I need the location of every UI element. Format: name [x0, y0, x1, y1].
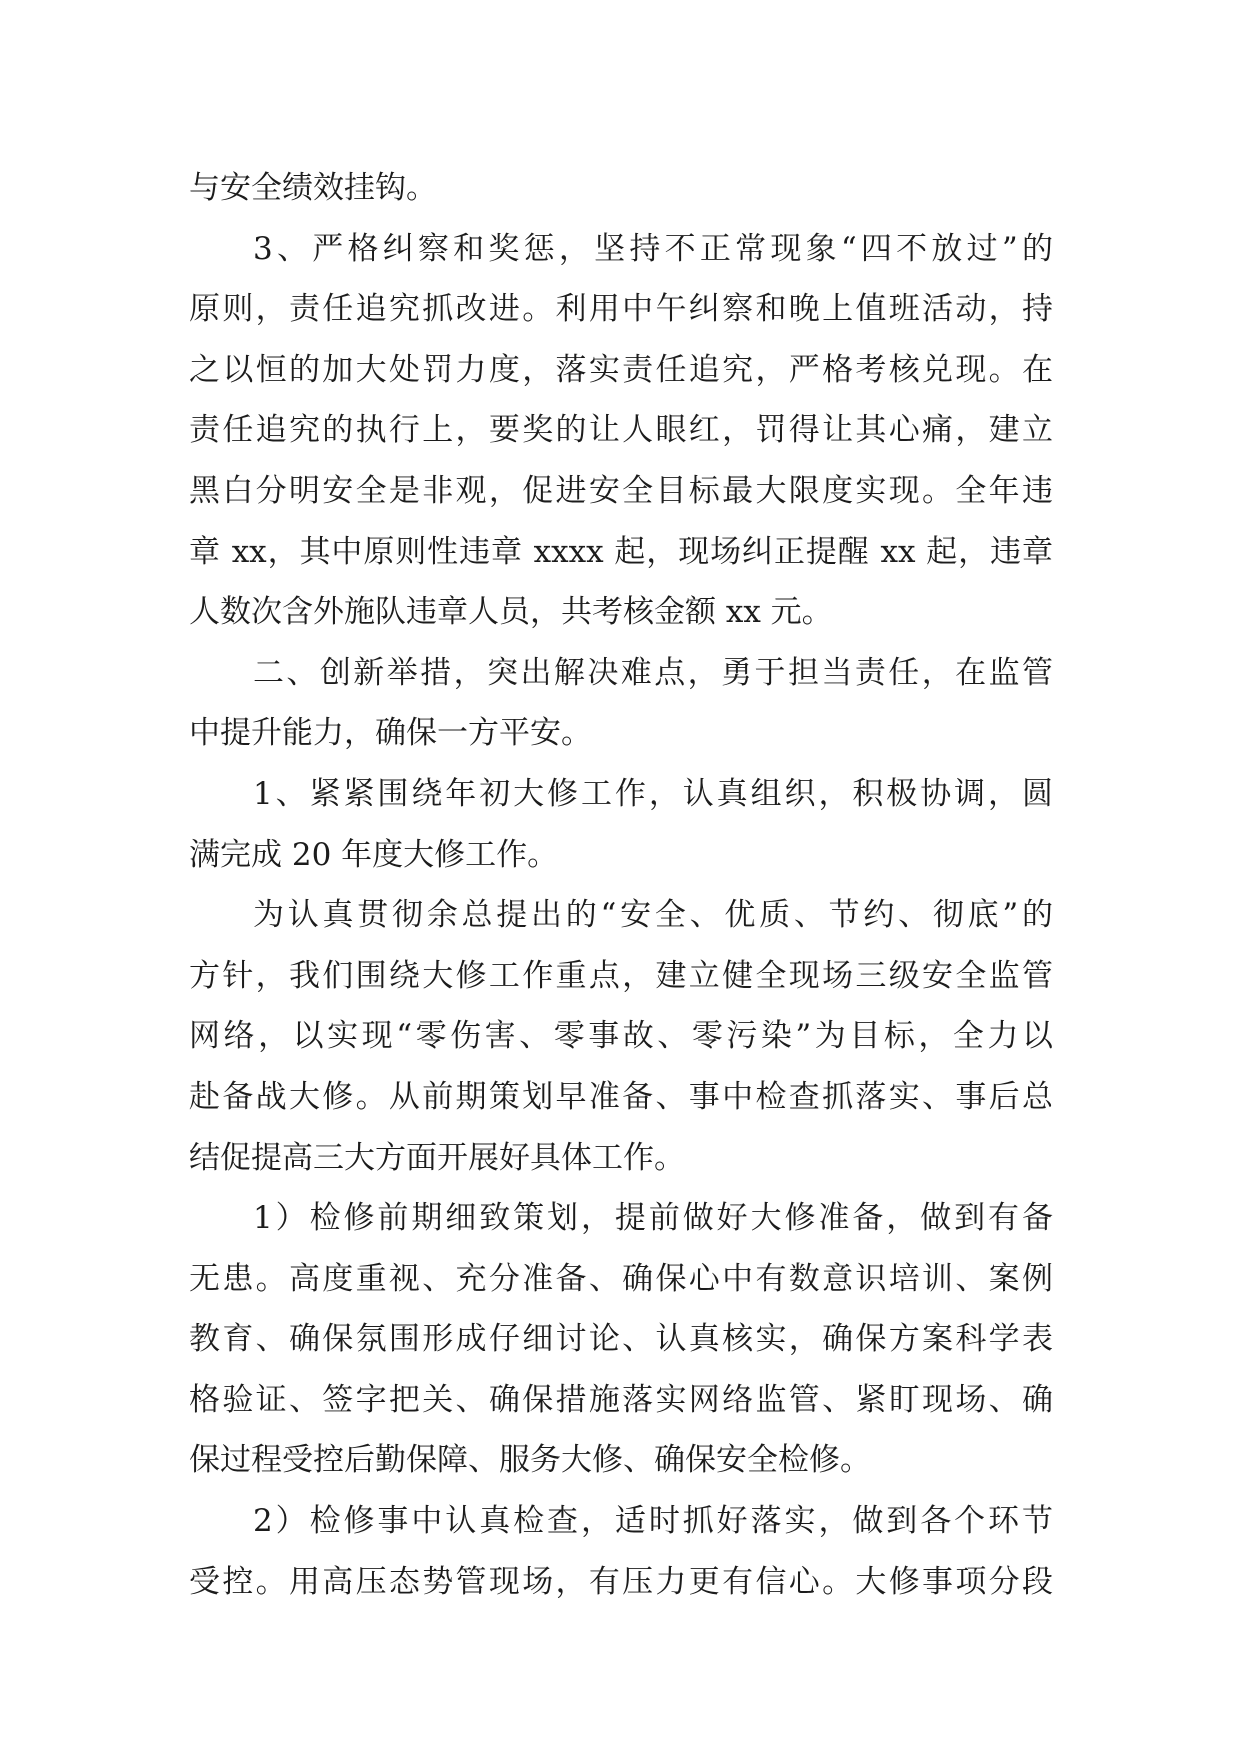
text-line: 方针，我们围绕大修工作重点，建立健全现场三级安全监管 — [189, 957, 1053, 994]
section-heading-line: 中提升能力，确保一方平安。 — [189, 715, 592, 752]
paragraph-first-line: 1、紧紧围绕年初大修工作，认真组织，积极协调，圆 — [253, 775, 1053, 812]
text-line: 与安全绩效挂钩。 — [189, 170, 437, 206]
text-line: 章 xx，其中原则性违章 xxxx 起，现场纠正提醒 xx 起，违章 — [189, 533, 1053, 570]
text-line: 无患。高度重视、充分准备、确保心中有数意识培训、案例 — [189, 1260, 1053, 1297]
text-line: 黑白分明安全是非观，促进安全目标最大限度实现。全年违 — [189, 472, 1053, 509]
paragraph-first-line: 为认真贯彻余总提出的“安全、优质、节约、彻底”的 — [253, 897, 1053, 934]
document-body — [189, 158, 1053, 1612]
text-line: 格验证、签字把关、确保措施落实网络监管、紧盯现场、确 — [189, 1381, 1053, 1418]
text-line: 责任追究的执行上，要奖的让人眼红，罚得让其心痛，建立 — [189, 412, 1053, 449]
text-line: 人数次含外施队违章人员，共考核金额 xx 元。 — [189, 594, 833, 631]
paragraph-first-line: 2）检修事中认真检查，适时抓好落实，做到各个环节 — [253, 1503, 1053, 1540]
text-line: 之以恒的加大处罚力度，落实责任追究，严格考核兑现。在 — [189, 351, 1053, 388]
text-line: 原则，责任追究抓改进。利用中午纠察和晚上值班活动，持 — [189, 291, 1053, 328]
text-line: 教育、确保氛围形成仔细讨论、认真核实，确保方案科学表 — [189, 1321, 1053, 1358]
text-line: 满完成 20 年度大修工作。 — [189, 836, 559, 873]
paragraph-first-line: 1）检修前期细致策划，提前做好大修准备，做到有备 — [253, 1200, 1053, 1237]
section-heading-line: 二、创新举措，突出解决难点，勇于担当责任，在监管 — [253, 654, 1053, 691]
text-line: 网络，以实现“零伤害、零事故、零污染”为目标，全力以 — [189, 1018, 1053, 1055]
text-line: 结促提高三大方面开展好具体工作。 — [189, 1139, 685, 1176]
text-line: 赴备战大修。从前期策划早准备、事中检查抓落实、事后总 — [189, 1078, 1053, 1115]
paragraph-first-line: 3、严格纠察和奖惩，坚持不正常现象“四不放过”的 — [253, 230, 1053, 267]
text-line: 保过程受控后勤保障、服务大修、确保安全检修。 — [189, 1442, 871, 1479]
text-line: 受控。用高压态势管现场，有压力更有信心。大修事项分段 — [189, 1563, 1053, 1600]
